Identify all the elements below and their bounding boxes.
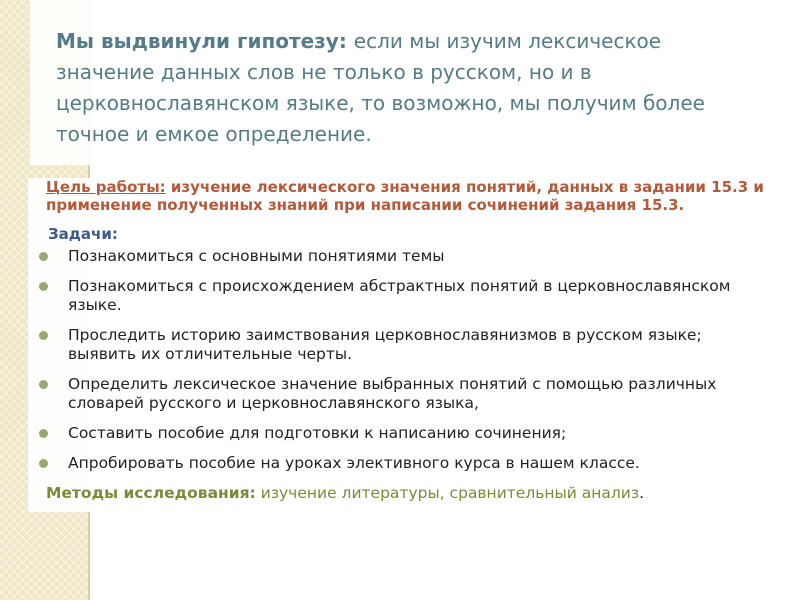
methods-end: . xyxy=(639,484,645,502)
goal-paragraph xyxy=(46,178,766,214)
bullet-icon xyxy=(39,459,48,468)
bullet-icon xyxy=(39,380,48,389)
task-text: Определить лексическое значение выбранных понятий с помощью различных словарей русского и церковнославянского языка, xyxy=(68,375,717,412)
list-item xyxy=(28,247,748,266)
methods-paragraph xyxy=(46,484,798,502)
content-panel xyxy=(28,178,798,512)
hypothesis-lead: Мы выдвинули гипотезу: xyxy=(56,29,354,53)
list-item xyxy=(28,326,748,364)
task-text: Познакомиться с происхождением абстрактных понятий в церковнославянском языке. xyxy=(68,277,731,314)
list-item xyxy=(28,424,748,443)
task-text: Познакомиться с основными понятиями темы xyxy=(68,247,445,265)
list-item xyxy=(28,454,748,473)
task-text: Проследить историю заимствования церковнославянизмов в русском языке; выявить их отличительные черты. xyxy=(68,326,702,363)
bullet-icon xyxy=(39,252,48,261)
hypothesis-title xyxy=(56,26,726,150)
bullet-icon xyxy=(39,282,48,291)
goal-text: изучение лексического значения понятий, данных в задании 15.3 и применение полученных знаний при написании сочинений задания 15.3. xyxy=(46,178,764,214)
list-item xyxy=(28,375,748,413)
methods-label: Методы исследования: xyxy=(46,484,256,502)
bullet-icon xyxy=(39,429,48,438)
bullet-icon xyxy=(39,331,48,340)
hypothesis-text: если мы изучим лексическое значение данных слов не только в русском, но и в церковнославянском языке, то возможно, мы получим более точное и емкое определение. xyxy=(56,29,705,146)
slide xyxy=(14,0,800,600)
task-text: Апробировать пособие на уроках элективного курса в нашем классе. xyxy=(68,454,640,472)
task-text: Составить пособие для подготовки к написанию сочинения; xyxy=(68,424,567,442)
tasks-list xyxy=(28,247,798,473)
list-item xyxy=(28,277,748,315)
tasks-heading: Задачи: xyxy=(48,225,118,243)
methods-text: изучение литературы, сравнительный анализ xyxy=(255,484,640,502)
goal-label: Цель работы: xyxy=(46,178,166,196)
